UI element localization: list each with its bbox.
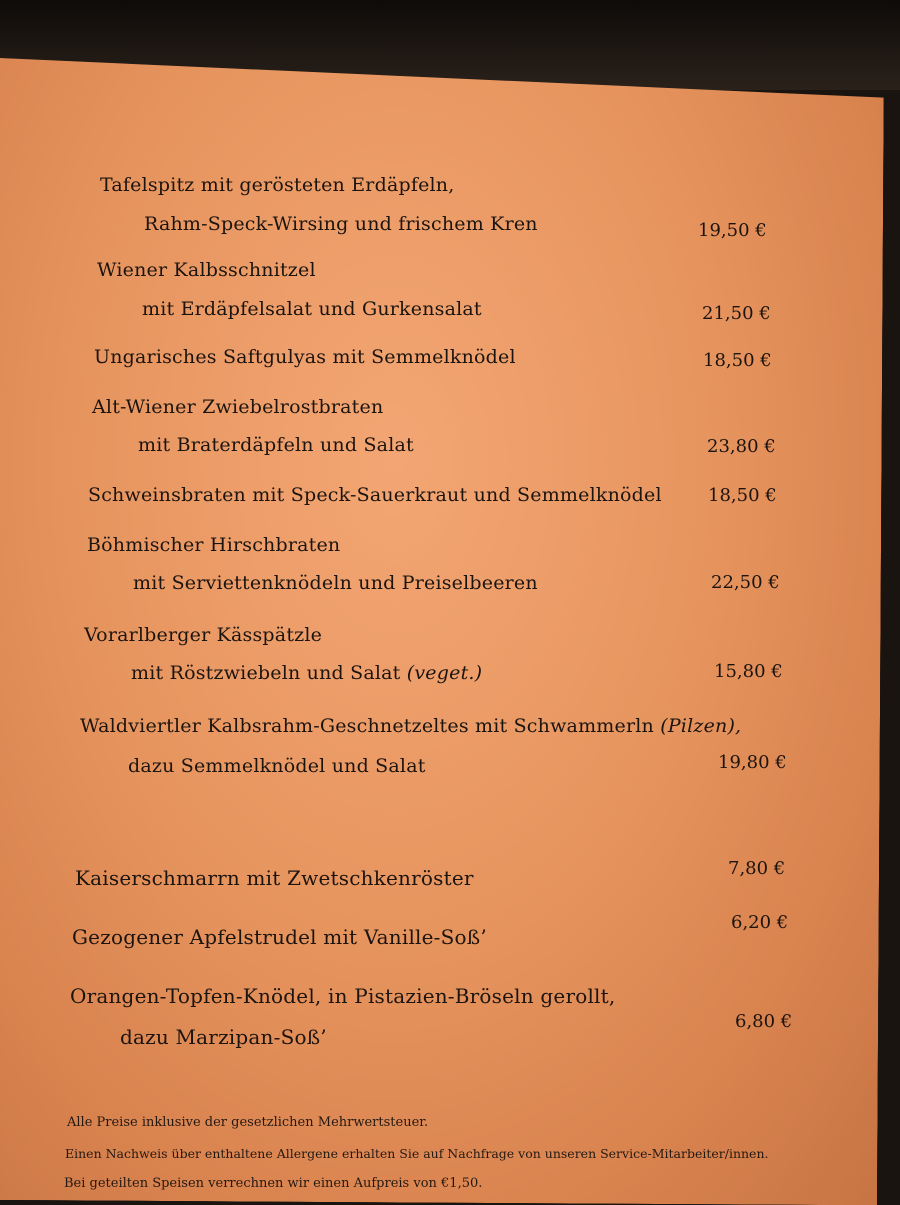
- footer-allergen-note: Einen Nachweis über enthaltene Allergene erhalten Sie auf Nachfrage von unseren Service-Mitarbeiter/innen.: [65, 1146, 769, 1161]
- price-schweinsbraten: 18,50 €: [708, 485, 777, 506]
- price-hirschbraten: 22,50 €: [711, 572, 780, 593]
- price-topfenknoedel: 6,80 €: [735, 1011, 793, 1032]
- dessert-topfenknoedel-line2: dazu Marzipan-Soß’: [120, 1025, 327, 1049]
- dish-schweinsbraten: Schweinsbraten mit Speck-Sauerkraut und Semmelknödel: [88, 484, 662, 506]
- vegetarian-note: (veget.): [406, 662, 483, 684]
- dish-zwiebelrostbraten-line2: mit Braterdäpfeln und Salat: [138, 434, 414, 456]
- dish-kasspaetzle-line2: [131, 662, 482, 684]
- price-apfelstrudel: 6,20 €: [731, 912, 789, 933]
- dessert-apfelstrudel: Gezogener Apfelstrudel mit Vanille-Soß’: [72, 925, 487, 949]
- footer-vat-note: Alle Preise inklusive der gesetzlichen Mehrwertsteuer.: [67, 1115, 429, 1130]
- footer-sharing-note: Bei geteilten Speisen verrechnen wir einen Aufpreis von €1,50.: [64, 1176, 483, 1191]
- dish-geschnetzeltes-line1: [80, 715, 741, 737]
- price-geschnetzeltes: 19,80 €: [718, 752, 787, 773]
- price-zwiebelrostbraten: 23,80 €: [707, 436, 776, 457]
- dish-kasspaetzle-line1: Vorarlberger Kässpätzle: [84, 624, 323, 646]
- price-saftgulyas: 18,50 €: [703, 350, 772, 371]
- dish-tafelspitz-line1: Tafelspitz mit gerösteten Erdäpfeln,: [100, 174, 455, 196]
- dish-hirschbraten-line1: Böhmischer Hirschbraten: [87, 534, 341, 556]
- dish-kasspaetzle-line2-text: mit Röstzwiebeln und Salat: [131, 662, 401, 684]
- dish-kalbsschnitzel-line2: mit Erdäpfelsalat und Gurkensalat: [142, 298, 482, 320]
- mushroom-note: (Pilzen),: [660, 715, 742, 737]
- price-tafelspitz: 19,50 €: [698, 220, 767, 241]
- dessert-kaiserschmarrn: Kaiserschmarrn mit Zwetschkenröster: [75, 866, 474, 890]
- dish-geschnetzeltes-line1-text: Waldviertler Kalbsrahm-Geschnetzeltes mit Schwammerln: [80, 715, 654, 737]
- dessert-topfenknoedel-line1: Orangen-Topfen-Knödel, in Pistazien-Bröseln gerollt,: [70, 984, 616, 1008]
- price-kalbsschnitzel: 21,50 €: [702, 303, 771, 324]
- dish-zwiebelrostbraten-line1: Alt-Wiener Zwiebelrostbraten: [92, 396, 384, 418]
- price-kasspaetzle: 15,80 €: [714, 661, 783, 682]
- dish-saftgulyas: Ungarisches Saftgulyas mit Semmelknödel: [94, 346, 516, 368]
- dish-hirschbraten-line2: mit Serviettenknödeln und Preiselbeeren: [133, 572, 538, 594]
- dish-tafelspitz-line2: Rahm-Speck-Wirsing und frischem Kren: [144, 213, 538, 235]
- price-kaiserschmarrn: 7,80 €: [728, 858, 786, 879]
- dish-kalbsschnitzel-line1: Wiener Kalbsschnitzel: [97, 259, 316, 281]
- dish-geschnetzeltes-line2: dazu Semmelknödel und Salat: [128, 755, 426, 777]
